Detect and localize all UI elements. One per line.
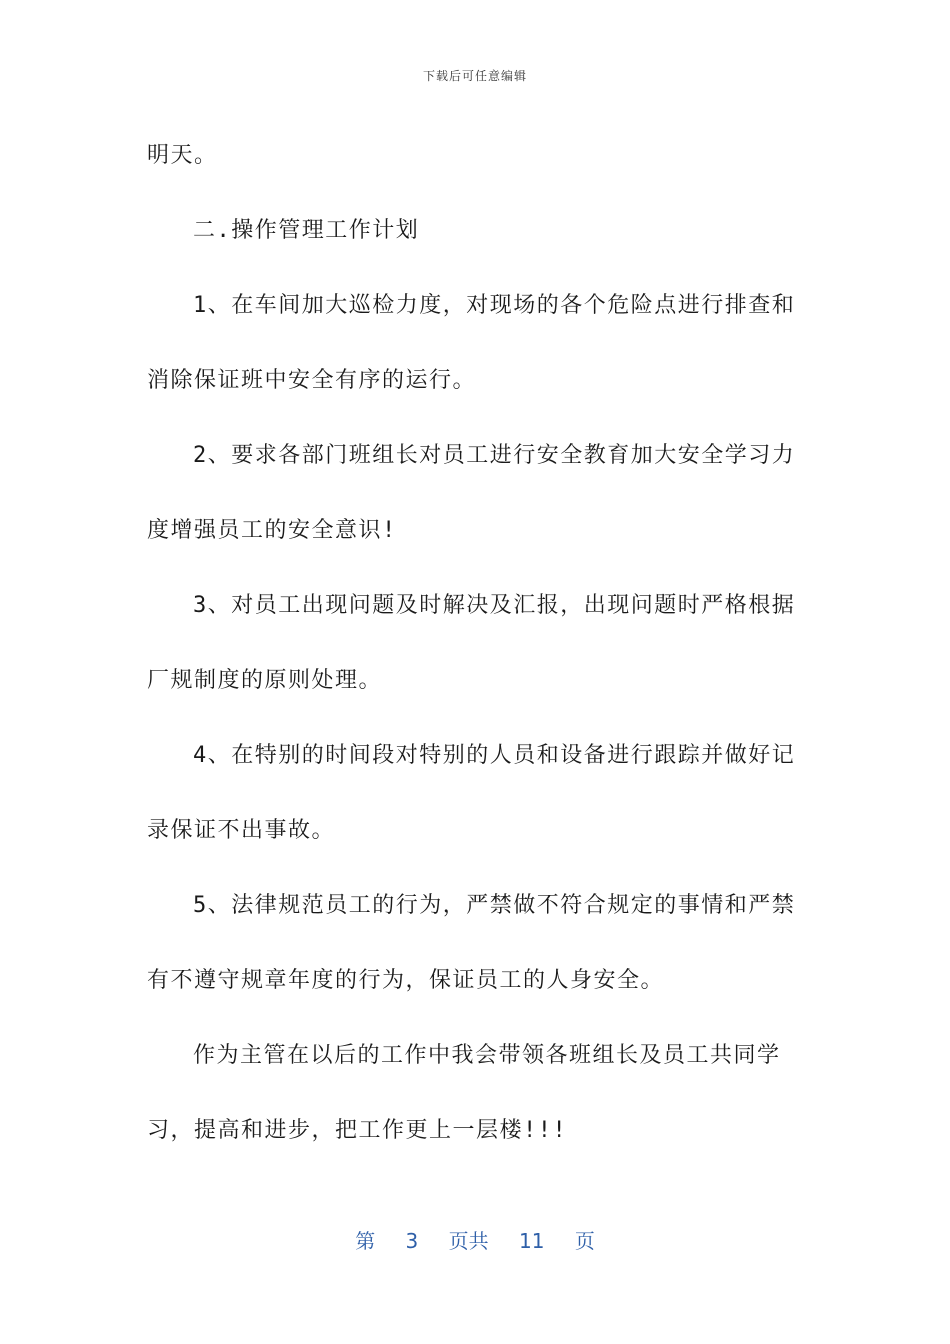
body-line: 明天。: [147, 143, 218, 168]
current-page-number: 3: [405, 1229, 419, 1253]
body-line: 2、要求各部门班组长对员工进行安全教育加大安全学习力: [193, 443, 796, 468]
body-line: 习，提高和进步，把工作更上一层楼!!!: [147, 1118, 568, 1143]
body-line: 4、在特别的时间段对特别的人员和设备进行跟踪并做好记: [193, 743, 796, 768]
document-body: [147, 118, 807, 1168]
section-heading: 二.操作管理工作计划: [193, 218, 420, 243]
body-line: 3、对员工出现问题及时解决及汇报，出现问题时严格根据: [193, 593, 796, 618]
body-line: 作为主管在以后的工作中我会带领各班组长及员工共同学: [193, 1043, 781, 1068]
footer-prefix: 第: [355, 1229, 376, 1253]
total-pages: 11: [519, 1229, 545, 1253]
header-note: 下载后可任意编辑: [422, 69, 527, 83]
body-line: 录保证不出事故。: [147, 818, 336, 843]
body-line: 有不遵守规章年度的行为，保证员工的人身安全。: [147, 968, 665, 993]
page-footer: [0, 1225, 950, 1254]
body-line: 5、法律规范员工的行为，严禁做不符合规定的事情和严禁: [193, 893, 796, 918]
body-line: 厂规制度的原则处理。: [147, 668, 383, 693]
body-line: 1、在车间加大巡检力度，对现场的各个危险点进行排查和: [193, 293, 796, 318]
footer-suffix: 页: [574, 1229, 595, 1253]
body-line: 度增强员工的安全意识!: [147, 518, 397, 543]
footer-middle: 页共: [448, 1229, 489, 1253]
body-line: 消除保证班中安全有序的运行。: [147, 368, 477, 393]
